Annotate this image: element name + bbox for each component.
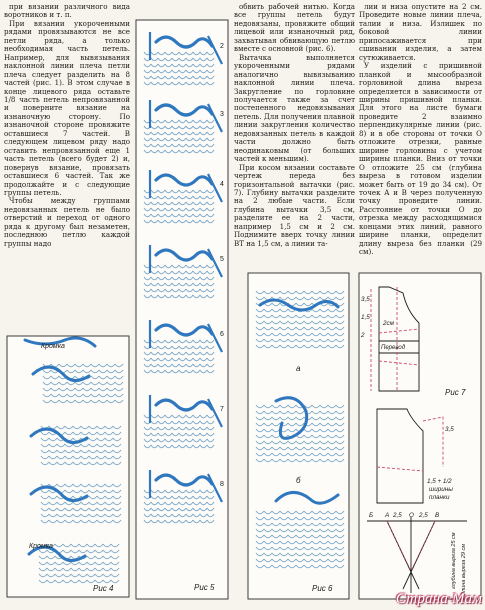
figure-4-label-edge: Кромка (29, 543, 53, 550)
paragraph: обвить рабочей нитью. Когда все группы петель будут недовязаны, провяжите общий лицевой или изнаночный ряд, захватывая обвивающую петлю вместе с основной (рис. 6). (234, 3, 355, 54)
figure-6-label-b: б (296, 476, 301, 485)
figure-4-short-rows (5, 334, 131, 599)
fig7-dim-label: 2,5 (393, 512, 402, 519)
figure-6-label-a: а (296, 364, 301, 373)
text-column-2 (234, 3, 355, 273)
stage-number: 3 (220, 111, 224, 118)
fig7-dim-label: планки (429, 494, 450, 501)
watermark-part: Страна (395, 591, 449, 607)
paragraph: лии и низа опустите на 2 см. Проведите новые линии плеча, талии и низа. Излишек по боковой линии припосаживается при сшивании изделия, а затем сутюживается. (359, 3, 482, 62)
figure-5-caption: Рис 5 (194, 583, 215, 592)
figure-7-pattern-drawing (357, 271, 483, 601)
paragraph: Вытачка выполняется укороченными рядами аналогично вывязыванию наклонной линии плеча. Закругление по горловине получается также за счет постепенного недовязывания петель. Для получения плавной линии закругления количество недовязанных петель в каждой части должно быть неодинаковым (от больших частей к меньшим). (234, 52, 355, 164)
paragraph: У изделий с пришивной планкой и мысообразной горловиной длина выреза определяется в зависимости от ширины пришивной планки. Для этого на листе бумаги проведите 2 взаимно перпендикулярные линии (рис. 8) и в обе стороны от точки О отложите отрезки, равные ширине горловины с учетом ширины планки. Вниз от точки О отложите 25 см (глубина выреза в готовом изделии может быть от 19 до 34 см). От точек А и В через полученную точку проведите линии. Расстояние от точки О до отрезка между расходящимися концами этих линий, равного ширине планки, определит длину выреза без планки (29 см). (359, 61, 482, 257)
figure-6-caption: Рис 6 (312, 584, 333, 593)
fig7-dim-label: 2 (361, 332, 365, 339)
watermark-part: Мам (452, 591, 482, 607)
stage-number: 2 (220, 43, 224, 50)
figure-7-caption: Рис 7 (445, 388, 466, 397)
fig7-point-label: О (409, 512, 414, 519)
fig7-dim-label: ширины (429, 486, 453, 493)
fig7-dim-label: 3,5 (445, 426, 454, 433)
fig7-depth-label: глубина выреза 25 см (451, 532, 457, 589)
fig7-point-label: Б (369, 512, 374, 519)
watermark-dot: · (448, 591, 453, 607)
fig7-label-perevod: Перевод (381, 345, 406, 351)
stage-number: 5 (220, 256, 224, 263)
paragraph: При косом вязании составьте чертеж переда без горизонтальной вытачки (рис. 7). Глубину вытачки разделите на 2 любые части. Если глубина вытачки 3,5 см, разделите ее на 2 части, например 1,5 см и 2 см. Поднимите вверх точку линии ВТ на 1,5 см, а линии та- (234, 162, 355, 248)
fig7-dim-label: 2см (383, 320, 394, 327)
fig7-dim-label: 1,5 + 1/2 (427, 478, 452, 485)
figure-4-caption: Рис 4 (93, 584, 114, 593)
figure-5-needle-steps (134, 18, 230, 601)
text-column-3 (359, 3, 482, 271)
paragraph: Чтобы между группами недовязанных петель не было отверстий и переход от одного ряда к другому был незаметен, последнюю петлю каждой группы надо (4, 196, 130, 248)
fig7-point-label: В (435, 512, 440, 519)
figure-6-wrap-stitch (246, 271, 351, 601)
text-column-1 (4, 3, 130, 331)
stage-number: 8 (220, 481, 224, 488)
fig7-dim-label: 1,5 (361, 314, 370, 321)
fig7-dim-label: 2,5 (419, 512, 428, 519)
stage-number: 6 (220, 331, 224, 338)
stage-number: 7 (220, 406, 224, 413)
paragraph: При вязании укороченными рядами провязываются не все петли ряда, а только необходимая часть петель. Например, для вывязывания наклонной линии плеча петли плеча следует разделить на 8 частей (рис. 1). В этом случае в конце лицевого ряда оставьте 1/8 часть петель непровязанной и поверните вязание на изнаночную сторону. По изнаночной стороне провяжите оставшиеся 7 частей. В следующем лицевом ряду надо оставить непровязанной еще 1 часть петель (всего будет 2) и, повернув вязание, провязать оставшиеся 6 частей. Так же продолжайте и с следующие группы петель. (4, 18, 130, 197)
stage-number: 4 (220, 181, 224, 188)
paragraph: при вязании различного вида воротников и т. п. (4, 3, 130, 20)
fig7-length-label: длина выреза 29 см (461, 543, 467, 595)
fig7-point-label: А (385, 512, 390, 519)
watermark (396, 591, 482, 608)
fig7-dim-label: 3,5 (361, 296, 370, 303)
figure-4-label-edge: Кромка (41, 343, 65, 350)
